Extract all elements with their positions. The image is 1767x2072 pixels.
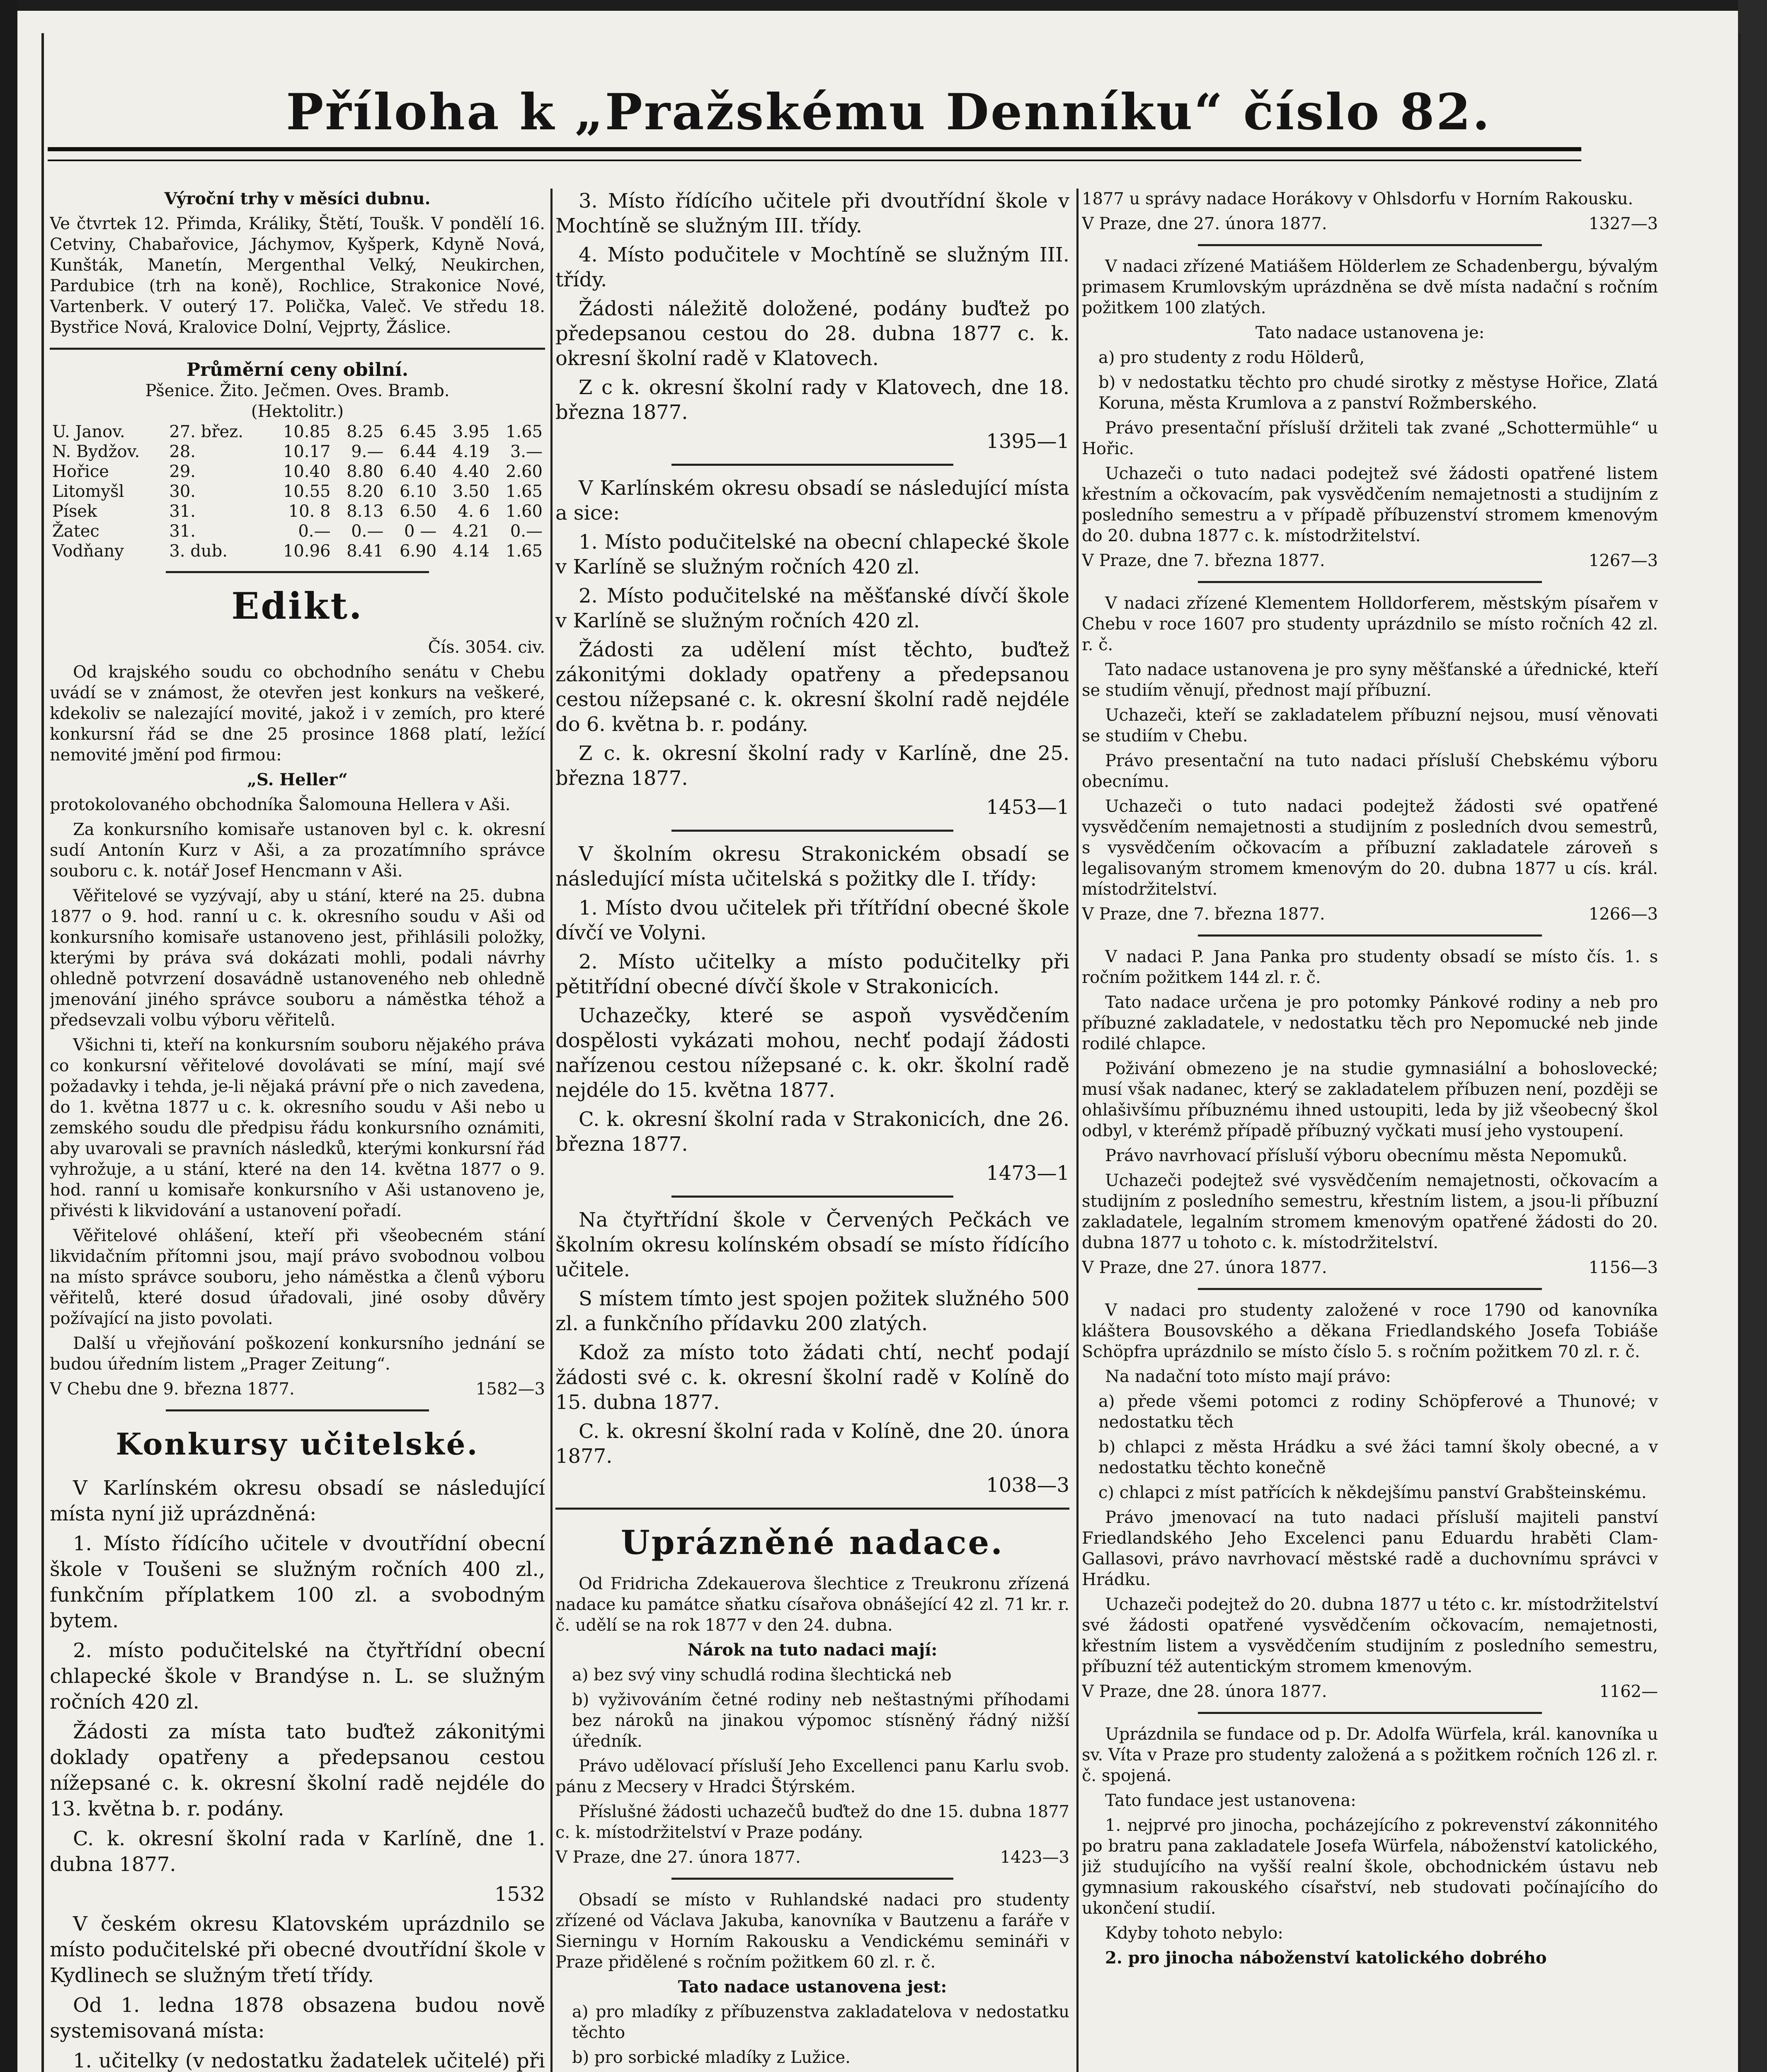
ruhland-item: b) pro sorbické mladíky z Lužice. bbox=[572, 2048, 851, 2067]
prices-value: 6.44 bbox=[400, 442, 437, 461]
prices-value: 10.85 bbox=[283, 422, 331, 441]
prices-value: 9.— bbox=[351, 442, 384, 461]
prices-value: 0 — bbox=[404, 522, 437, 541]
prices-unit: (Hektolitr.) bbox=[251, 402, 344, 421]
prices-heading: Průměrní ceny obilní. bbox=[186, 359, 409, 380]
holder-paragraph: V nadaci zřízené Matiášem Hölderlem ze Schadenbergu, bývalým primasem Krumlovským uprázdněna se dvě místa nadační s ročním požitkem 100 zlatých. bbox=[1082, 257, 1658, 317]
prices-town: Vodňany bbox=[52, 542, 124, 561]
prices-value: 1.65 bbox=[505, 422, 543, 441]
konkursy-paragraph: Žádosti za místa tato buďtež zákonitými doklady opatřeny a předepsanou cestou nížepsané c. k. okresní školní radě nejdéle do 13. května b. r. podány. bbox=[50, 1720, 545, 1820]
column-3 bbox=[1082, 189, 1658, 2072]
prices-row bbox=[50, 521, 545, 541]
karlin-paragraph: Žádosti za udělení míst těchto, buďtež zákonitými doklady opatřeny a předepsanou cestou nížepsané c. k. okresní školní radě nejdéle do 6. května b. r. podány. bbox=[555, 638, 1069, 736]
holldorfer-reference bbox=[1082, 904, 1658, 925]
prices-value: 4.40 bbox=[453, 462, 490, 481]
klatovy-continued: Z c k. okresní školní rady v Klatovech, dne 18. března 1877. bbox=[555, 376, 1069, 424]
prices-date: 31. bbox=[169, 522, 196, 541]
kolin-paragraph: Na čtyřtřídní škole v Červených Pečkách ve školním okresu kolínském obsadí se místo řídícího učitele. bbox=[555, 1208, 1069, 1281]
prices-value: 1.65 bbox=[505, 482, 543, 501]
prices-value: 1.60 bbox=[505, 502, 543, 521]
nadace-item: a) bez svý viny schudlá rodina šlechtická neb bbox=[572, 1665, 952, 1685]
holldorfer-ref-number: 1266—3 bbox=[1588, 905, 1658, 924]
holder-paragraph: Právo presentační přísluší držiteli tak zvané „Schottermühle“ u Hořic. bbox=[1082, 419, 1658, 458]
prices-value: 6.45 bbox=[400, 422, 437, 441]
prices-town: N. Bydžov. bbox=[52, 442, 140, 461]
header-rule-thin bbox=[48, 160, 1581, 161]
strakonice-paragraph: Uchazečky, které se aspoň vysvědčením dospělosti vykázati mohou, nechť podají žádosti nařízenou cestou nížepsané c. k. okr. školní radě nejdéle do 15. května 1877. bbox=[555, 1004, 1069, 1102]
wurfel-paragraph: 2. pro jinocha náboženství katolického dobrého bbox=[1105, 1948, 1547, 1968]
holldorfer-paragraph: Uchazeči, kteří se zakladatelem příbuzní nejsou, musí věnovati se studiím v Chebu. bbox=[1082, 706, 1658, 746]
panek-ref-number: 1156—3 bbox=[1588, 1258, 1658, 1277]
fairs-heading: Výroční trhy v měsíci dubnu. bbox=[164, 189, 431, 208]
edict-paragraph: Věřitelové ohlášení, kteří při všeobecném stání likvidačním přítomni jsou, mají právo svobodnou volbou na místo správce souboru, jeho náměstka a členů výboru věřitelů, které dosud úřadovali, jiné osoby důvěry požívající na jisto povolati. bbox=[50, 1226, 545, 1328]
prices-value: 8.80 bbox=[347, 462, 384, 481]
prices-row bbox=[50, 482, 545, 501]
prices-value: 4. 6 bbox=[458, 502, 490, 521]
separator bbox=[1198, 581, 1542, 583]
separator bbox=[671, 464, 953, 466]
scan-edge-top bbox=[0, 0, 1767, 11]
prices-row bbox=[50, 442, 545, 462]
prices-town: Hořice bbox=[52, 462, 109, 481]
prices-town: Písek bbox=[52, 502, 97, 521]
column-rule-2 bbox=[1076, 189, 1079, 2072]
friedland-item: b) chlapci z města Hrádku a své žáci tamní školy obecné, a v nedostatku těchto konečně bbox=[1098, 1438, 1658, 1477]
prices-date: 28. bbox=[169, 442, 196, 461]
klatovy-paragraph: V českém okresu Klatovském uprázdnilo se místo podučitelské při obecné dvoutřídní škole v Kydlinech se služným třetí třídy. bbox=[50, 1912, 545, 1987]
friedland-paragraph: Právo jmenovací na tuto nadaci přísluší majiteli panství Friedlandského Jeho Excelenci panu Eduardu hraběti Clam-Gallasovi, právo navrhovací městské radě a duchovnímu správci v Hrádku. bbox=[1082, 1508, 1658, 1589]
column-2 bbox=[555, 189, 1069, 2072]
edict-ref-number: 1582—3 bbox=[475, 1380, 545, 1399]
strakonice-ref: 1473—1 bbox=[986, 1162, 1069, 1185]
column-1 bbox=[50, 189, 545, 2072]
prices-value: 0.— bbox=[298, 522, 331, 541]
prices-value: 3.— bbox=[510, 442, 543, 461]
konkursy-heading: Konkursy učitelské. bbox=[116, 1426, 479, 1462]
holder-subheading: Tato nadace ustanovena je: bbox=[1255, 323, 1485, 342]
edict-paragraph: Věřitelové se vyzývají, aby u stání, které na 25. dubna 1877 o 9. hod. ranní u c. k. okresního soudu v Aši od konkursního komisaře ustanoveno jest, přihlásili položky, kterými by práva svá dokázati mohli, podali návrhy ohledně potvrzení dosavádně ustanoveného neb ohledně jmenování jiného správce souboru a náměstka téhož a předsevzali volbu výboru věřitelů. bbox=[50, 886, 545, 1030]
separator bbox=[1198, 244, 1542, 246]
klatovy-continued: 3. Místo řídícího učitele při dvoutřídní škole v Mochtíně se služným III. třídy. bbox=[555, 189, 1069, 237]
prices-value: 3.50 bbox=[453, 482, 490, 501]
horak-date: V Praze, dne 27. února 1877. bbox=[1082, 214, 1327, 233]
friedland-paragraph: V nadaci pro studenty založené v roce 1790 od kanovníka kláštera Bousovského a děkana Friedlandského Josefa Tobiáše Schöpfra uprázdnilo se místo číslo 5. s ročním požitkem 70 zl. r. č. bbox=[1082, 1301, 1658, 1361]
column-rule-1 bbox=[550, 189, 553, 2072]
prices-town: Žatec bbox=[52, 522, 99, 541]
panek-paragraph: Právo navrhovací přísluší výboru obecnímu města Nepomuků. bbox=[1105, 1146, 1628, 1165]
karlin-paragraph: V Karlínském okresu obsadí se následující místa a sice: bbox=[555, 477, 1069, 525]
separator bbox=[1198, 1712, 1542, 1714]
prices-value: 10.55 bbox=[283, 482, 331, 501]
wurfel-paragraph: Uprázdnila se fundace od p. Dr. Adolfa Würfela, král. kanovníka u sv. Víta v Praze pro studenty založená a s požitkem ročních 126 zl. r. č. spojená. bbox=[1082, 1725, 1658, 1785]
friedland-date: V Praze, dne 28. února 1877. bbox=[1082, 1682, 1327, 1701]
ruhland-subheading: Tato nadace ustanovena jest: bbox=[678, 1977, 947, 1997]
wurfel-paragraph: 1. nejprvé pro jinocha, pocházejícího z pokrevenství zákonnitého po bratru pana zakladatele Josefa Würfela, náboženství katolického, již studujícího na vyšší realní škole, obchodnickém ústavu neb gymnasium rakouského císařství, neb studovati počínajícího do ukončení studií. bbox=[1082, 1816, 1658, 1918]
holder-item: a) pro studenty z rodu Hölderů, bbox=[1098, 348, 1365, 367]
horak-paragraph: 1877 u správy nadace Horákovy v Ohlsdorfu v Horním Rakousku. bbox=[1082, 189, 1634, 208]
prices-date: 3. dub. bbox=[169, 542, 228, 561]
prices-date: 30. bbox=[169, 482, 196, 501]
holder-ref-number: 1267—3 bbox=[1588, 551, 1658, 570]
prices-value: 6.90 bbox=[400, 542, 437, 561]
prices-value: 0.— bbox=[510, 522, 543, 541]
klatovy-paragraph: 1. učitelky (v nedostatku žadatelek učitelé) při bbox=[73, 2049, 545, 2072]
kolin-paragraph: Kdož za místo toto žádati chtí, nechť podají žádosti své c. k. okresní školní radě v Kolíně do 15. dubna 1877. bbox=[555, 1341, 1069, 1414]
prices-value: 2.60 bbox=[505, 462, 543, 481]
konkursy-ref: 1532 bbox=[494, 1883, 545, 1906]
edict-paragraph: Všichni ti, kteří na konkursním souboru nějakého práva co konkursní věřitelové dovolávati se míní, mají své požadavky i tehda, je-li nějaká právní pře o nich zavedena, do 1. května 1877 u c. k. okresního soudu v Aši nebo u zemského soudu dle předpisu řádu konkursního oznámiti, aby uvarovali se pravních následků, kterými konkursní řád vyhrožuje, a u stání, které na den 14. května 1877 o 9. hod. ranní u komisaře konkursního v Aši ustanoveno je, přivésti k likvidování a ustanovení pořadí. bbox=[50, 1036, 545, 1220]
nadace-ref-number: 1423—3 bbox=[1000, 1848, 1069, 1867]
scan-edge-left bbox=[0, 0, 17, 2072]
edict-number: Čís. 3054. civ. bbox=[428, 638, 545, 657]
edict-paragraph: Za konkursního komisaře ustanoven byl c. k. okresní sudí Antonín Kurz v Aši, a za prozatímního správce souboru c. k. notář Josef Hencmann v Aši. bbox=[50, 820, 545, 881]
friedland-reference bbox=[1082, 1681, 1658, 1702]
klatovy-ref: 1395—1 bbox=[986, 430, 1069, 453]
prices-value: 10.96 bbox=[283, 542, 331, 561]
prices-value: 3.95 bbox=[453, 422, 490, 441]
nadace-subheading: Nárok na tuto nadaci mají: bbox=[687, 1640, 938, 1660]
prices-value: 6.10 bbox=[400, 482, 437, 501]
friedland-paragraph: Uchazeči podejtež do 20. dubna 1877 u této c. kr. místodržitelství své žádosti opatřené vysvědčením očkovacím, nemajetnosti, křestním listem a vysvědčením studijním z posledního semestru, příbuzní též autentickým stromem kmenovým. bbox=[1082, 1595, 1658, 1676]
konkursy-paragraph: 2. místo podučitelské na čtyřtřídní obecní chlapecké škole v Brandýse n. L. se služným ročních 420 zl. bbox=[50, 1639, 545, 1714]
prices-value: 8.41 bbox=[347, 542, 384, 561]
holldorfer-paragraph: Právo presentační na tuto nadaci přísluší Chebskému výboru obecnímu. bbox=[1082, 751, 1658, 791]
prices-date: 29. bbox=[169, 462, 196, 481]
prices-columns: Pšenice. Žito. Ječmen. Oves. Bramb. bbox=[145, 381, 450, 400]
edict-paragraph: Od krajského soudu co obchodního senátu v Chebu uvádí se v známost, že otevřen jest konkurs na veškeré, kdekoliv se nalezající movité, jakož i v zemích, pro které konkursní řád se dne 25 prosince 1868 platí, ležící nemovité jmění pod firmou: bbox=[50, 663, 545, 765]
panek-paragraph: Tato nadace určena je pro potomky Pánkové rodiny a neb pro příbuzné zakladatele, v nedostatku těch pro Nepomucké neb jinde rodilé chlapce. bbox=[1082, 993, 1658, 1053]
separator bbox=[671, 830, 953, 832]
nadace-paragraph: Příslušné žádosti uchazečů buďtež do dne 15. dubna 1877 c. k. místodržitelství v Praze podány. bbox=[555, 1802, 1069, 1842]
holldorfer-paragraph: Uchazeči o tuto nadaci podejtež žádosti své opatřené vysvědčením nemajetnosti a studijním z posledních dvou semestrů, s vysvědčením očkovacím a příbuzní zakladatele zároveň s legalisovaným stromem kmenovým do 20. dubna 1877 u cís. král. místodržitelství. bbox=[1082, 797, 1658, 899]
prices-row bbox=[50, 462, 545, 482]
kolin-paragraph: S místem tímto jest spojen požitek služného 500 zl. a funkčního přídavku 200 zlatých. bbox=[555, 1287, 1069, 1335]
prices-town: U. Janov. bbox=[52, 422, 125, 441]
konkursy-paragraph: 1. Místo řídícího učitele v dvoutřídní obecní škole v Toušeni se služným ročních 400 zl., funkčním příplatkem 100 zl. a svobodným bytem. bbox=[50, 1532, 545, 1632]
karlin-ref: 1453—1 bbox=[986, 796, 1069, 819]
friedland-ref-number: 1162— bbox=[1599, 1682, 1658, 1701]
separator bbox=[555, 1508, 1069, 1510]
nadace-reference bbox=[555, 1847, 1069, 1868]
wurfel-paragraph: Kdyby tohoto nebylo: bbox=[1105, 1924, 1283, 1943]
header-rule-thick bbox=[48, 147, 1581, 151]
separator bbox=[1198, 1288, 1542, 1290]
page-title: Příloha k „Pražskému Denníku“ číslo 82. bbox=[286, 83, 1491, 141]
karlin-paragraph: 1. Místo podučitelské na obecní chlapecké škole v Karlíně se služným ročních 420 zl. bbox=[555, 530, 1069, 579]
panek-paragraph: Uchazeči podejtež své vysvědčením nemajetnosti, očkovacím a studijním z posledního semestru, křestním listem, a jsou-li příbuzní zakladatele, legalním stromem kmenovým opatřené žádosti do 20. dubna 1877 u tohoto c. k. místodržitelství. bbox=[1082, 1171, 1658, 1252]
prices-value: 10.17 bbox=[283, 442, 331, 461]
ruhland-item: a) pro mladíky z příbuzenstva zakladatelova v nedostatku těchto bbox=[572, 2002, 1069, 2042]
edict-firm: „S. Heller“ bbox=[247, 770, 348, 789]
prices-date: 31. bbox=[169, 502, 196, 521]
prices-table bbox=[50, 422, 545, 561]
scan-edge-right bbox=[1738, 0, 1767, 2072]
holder-paragraph: Uchazeči o tuto nadaci podejtež své žádosti opatřené listem křestním a očkovacím, pak vysvědčením nemajetnosti a studijním z posledního semestru a v případě příbuzenství stromem kmenovým do 20. dubna 1877 c. k. místodržitelství. bbox=[1082, 464, 1658, 545]
ruhland-paragraph: Obsadí se místo v Ruhlandské nadaci pro studenty zřízené od Václava Jakuba, kanovníka v Bautzenu a faráře v Sierningu v Horním Rakousku a Vendickému semináři v Praze přidělené s ročním požitkem 60 zl. r. č. bbox=[555, 1890, 1069, 1972]
friedland-item: a) přede všemi potomci z rodiny Schöpferové a Thunové; v nedostatku těch bbox=[1098, 1392, 1658, 1432]
kolin-paragraph: C. k. okresní školní rada v Kolíně, dne 20. února 1877. bbox=[555, 1420, 1069, 1468]
friedland-item: c) chlapci z míst patřících k někdejšímu panství Grabšteinskému. bbox=[1098, 1483, 1647, 1502]
prices-value: 6.50 bbox=[400, 502, 437, 521]
separator bbox=[1198, 934, 1542, 937]
panek-reference bbox=[1082, 1257, 1658, 1278]
separator bbox=[166, 571, 429, 573]
prices-value: 0.— bbox=[351, 522, 384, 541]
prices-value: 4.19 bbox=[453, 442, 490, 461]
friedland-paragraph: Na nadační toto místo mají právo: bbox=[1105, 1367, 1391, 1386]
nadace-item: b) vyživováním četné rodiny neb neštastnými příhodami bez nároků na jinakou výpomoc stísněný řádný nižší úředník. bbox=[572, 1690, 1069, 1751]
strakonice-paragraph: C. k. okresní školní rada v Strakonicích, dne 26. března 1877. bbox=[555, 1108, 1069, 1156]
klatovy-continued: Žádosti náležitě doložené, podány buďtež po předepsanou cestou do 28. dubna 1877 c. k. okresní školní radě v Klatovech. bbox=[555, 297, 1069, 370]
prices-value: 8.13 bbox=[347, 502, 384, 521]
panek-paragraph: Poživání obmezeno je na studie gymnasiální a bohoslovecké; musí však nadanec, který se zakladatelem příbuzen není, později se ohlašivšímu příbuznému ihned ustoupiti, leda by již všeobecný škol odbyl, v kterémž případě příbuzný vyčkati musí jeho vystoupení. bbox=[1082, 1059, 1658, 1140]
prices-value: 6.40 bbox=[400, 462, 437, 481]
prices-town: Litomyšl bbox=[52, 482, 124, 501]
panek-date: V Praze, dne 27. února 1877. bbox=[1082, 1258, 1327, 1277]
nadace-paragraph: Od Fridricha Zdekauerova šlechtice z Treukronu zřízená nadace ku památce sňatku císařova obnášející 42 zl. 71 kr. r. č. udělí se na rok 1877 v den 24. dubna. bbox=[555, 1574, 1069, 1635]
konkursy-paragraph: V Karlínském okresu obsadí se následující místa nyní již uprázdněná: bbox=[50, 1477, 545, 1525]
prices-value: 1.65 bbox=[505, 542, 543, 561]
prices-value: 10. 8 bbox=[288, 502, 331, 521]
holder-reference bbox=[1082, 550, 1658, 571]
holldorfer-date: V Praze, dne 7. března 1877. bbox=[1082, 905, 1325, 924]
strakonice-paragraph: V školním okresu Strakonickém obsadí se následující místa učitelská s požitky dle I. třídy: bbox=[555, 842, 1069, 891]
horak-ref-number: 1327—3 bbox=[1588, 214, 1658, 233]
prices-row bbox=[50, 541, 545, 561]
edict-heading: Edikt. bbox=[231, 584, 364, 627]
prices-row bbox=[50, 501, 545, 521]
panek-paragraph: V nadaci P. Jana Panka pro studenty obsadí se místo čís. 1. s ročním požitkem 144 zl. r. č. bbox=[1082, 947, 1658, 987]
strakonice-paragraph: 2. Místo učitelky a místo podučitelky při pětitřídní obecné dívčí škole v Strakonicích. bbox=[555, 950, 1069, 998]
nadace-date: V Praze, dne 27. února 1877. bbox=[555, 1848, 801, 1867]
prices-value: 10.40 bbox=[283, 462, 331, 481]
karlin-paragraph: Z c. k. okresní školní rady v Karlíně, dne 25. března 1877. bbox=[555, 742, 1069, 790]
edict-date: V Chebu dne 9. března 1877. bbox=[50, 1380, 295, 1399]
fairs-list: Ve čtvrtek 12. Přimda, Králiky, Štětí, Toušk. V pondělí 16. Cetviny, Chabařovice, Jáchymov, Kyšperk, Kdyně Nová, Kunšták, Manetín, Mergenthal Velký, Neukirchen, Pardubice (trh na koně), Rochlice, Strakonice Nové, Vartenberk. V outerý 17. Polička, Valeč. Ve středu 18. Bystřice Nová, Kralovice Dolní, Vejprty, Žáslice. bbox=[50, 214, 545, 337]
nadace-heading: Uprázněné nadace. bbox=[621, 1523, 1004, 1562]
karlin-paragraph: 2. Místo podučitelské na měšťanské dívčí škole v Karlíně se služným ročních 420 zl. bbox=[555, 584, 1069, 632]
edict-paragraph: Další u vřejňování poškození konkursního jednání se budou úředním listem „Prager Zeitung“. bbox=[50, 1334, 545, 1374]
prices-value: 4.21 bbox=[453, 522, 490, 541]
holldorfer-paragraph: V nadaci zřízené Klementem Holldorferem, městským písařem v Chebu v roce 1607 pro studenty uprázdnilo se místo ročních 42 zl. r. č. bbox=[1082, 594, 1658, 654]
holder-item: b) v nedostatku těchto pro chudé sirotky z městyse Hořice, Zlatá Koruna, města Krumlova a z panství Rožmberského. bbox=[1098, 373, 1658, 413]
separator bbox=[50, 348, 545, 350]
prices-row bbox=[50, 422, 545, 442]
edict-paragraph: protokolovaného obchodníka Šalomouna Hellera v Aši. bbox=[50, 795, 511, 814]
prices-value: 8.20 bbox=[347, 482, 384, 501]
separator bbox=[671, 1878, 953, 1880]
klatovy-paragraph: Od 1. ledna 1878 obsazena budou nově systemisovaná místa: bbox=[50, 1994, 545, 2043]
kolin-ref: 1038—3 bbox=[986, 1474, 1069, 1497]
konkursy-paragraph: C. k. okresní školní rada v Karlíně, dne 1. dubna 1877. bbox=[50, 1827, 545, 1876]
nadace-paragraph: Právo udělovací přísluší Jeho Excellenci panu Karlu svob. pánu z Mecsery v Hradci Štýrském. bbox=[555, 1757, 1069, 1796]
klatovy-continued: 4. Místo podučitele v Mochtíně se služným III. třídy. bbox=[555, 243, 1069, 291]
strakonice-paragraph: 1. Místo dvou učitelek při třítřídní obecné škole dívčí ve Volyni. bbox=[555, 896, 1069, 944]
prices-value: 8.25 bbox=[347, 422, 384, 441]
prices-value: 4.14 bbox=[453, 542, 490, 561]
separator bbox=[166, 1409, 429, 1411]
horak-reference bbox=[1082, 213, 1658, 234]
wurfel-paragraph: Tato fundace jest ustanovena: bbox=[1105, 1791, 1356, 1810]
holder-date: V Praze, dne 7. března 1877. bbox=[1082, 551, 1325, 570]
prices-date: 27. břez. bbox=[169, 422, 243, 441]
holldorfer-paragraph: Tato nadace ustanovena je pro syny měšťanské a úřednické, kteří se studiím věnují, přednost mají příbuzní. bbox=[1082, 660, 1658, 700]
separator bbox=[671, 1196, 953, 1198]
edict-reference bbox=[50, 1379, 545, 1399]
